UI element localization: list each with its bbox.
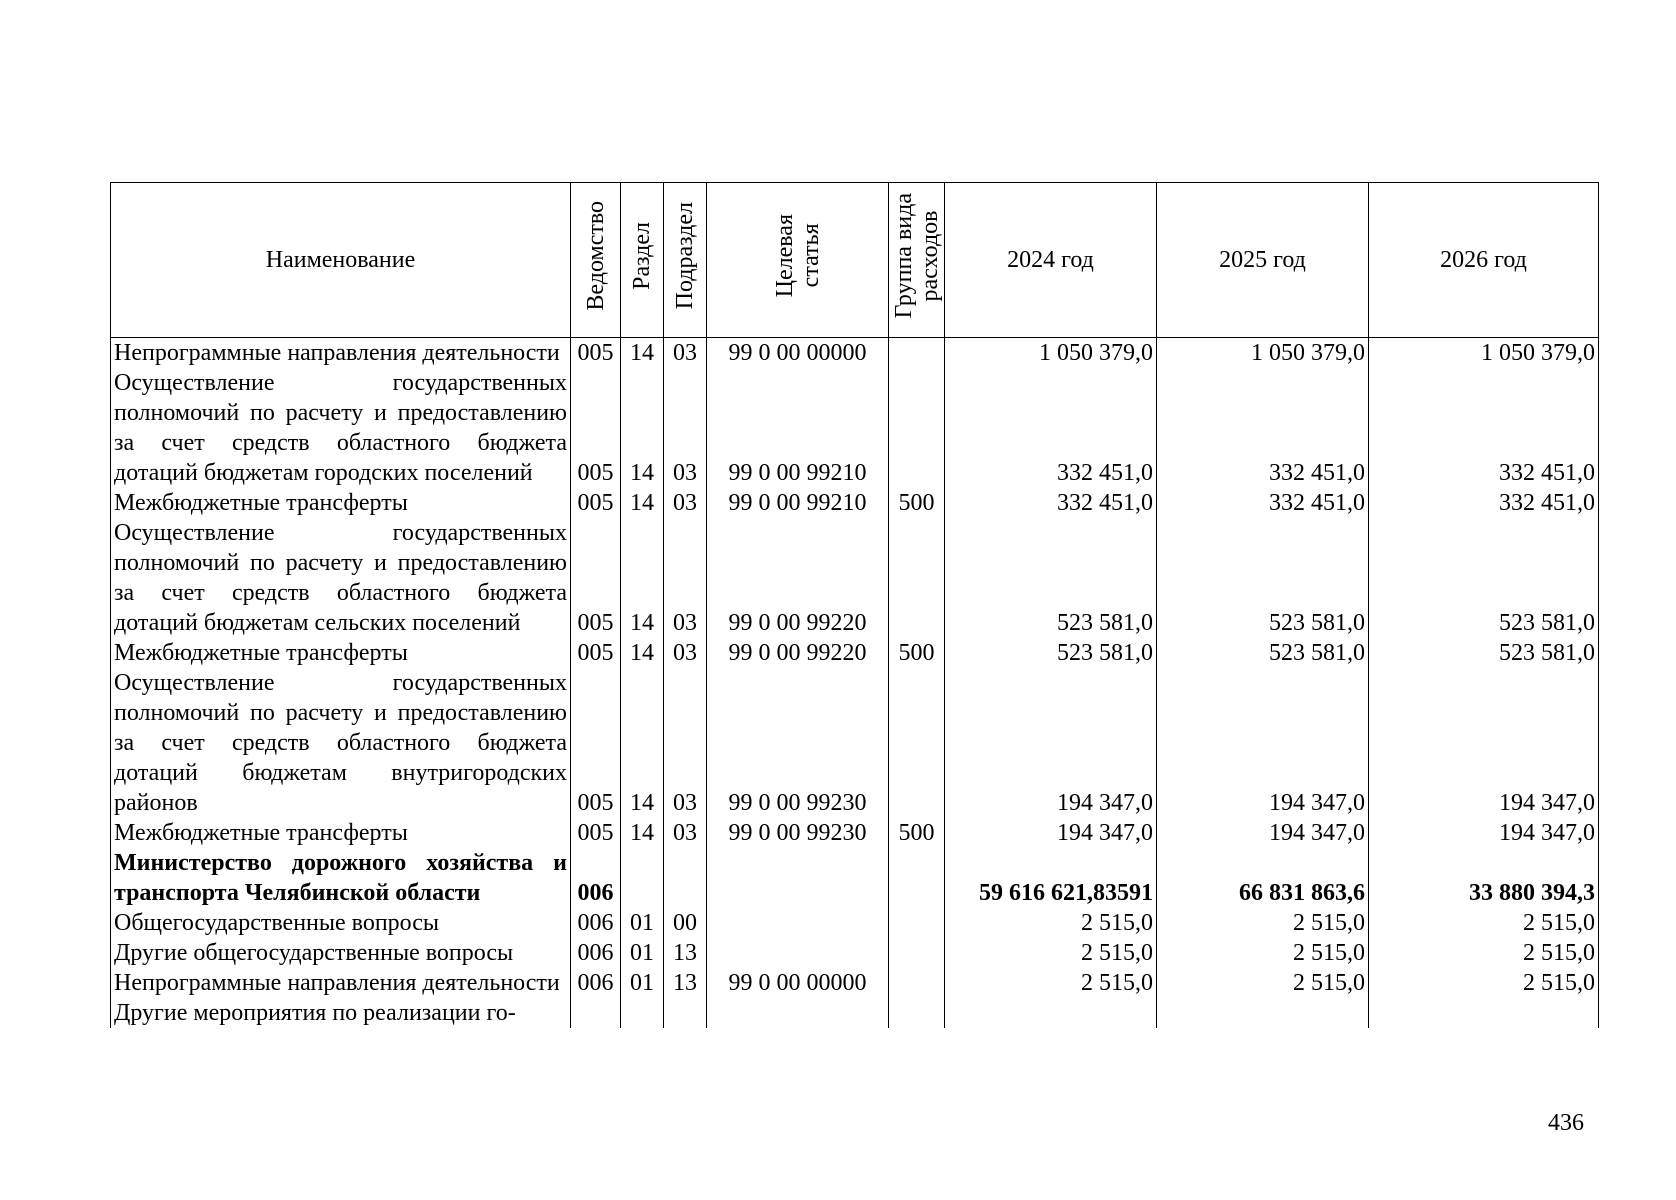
- header-2024: 2024 год: [945, 183, 1157, 338]
- table-row: [111, 998, 1599, 1028]
- row-2026: 523 581,0: [1369, 518, 1599, 638]
- row-name: Осуществление государственных полномочий по расчету и предоставлению за счет средств областного бюджета дотаций бюджетам сельских поселений: [111, 518, 571, 638]
- row-name: Другие мероприятия по реализации го-: [111, 998, 571, 1028]
- row-vedomstvo: 006: [571, 968, 621, 998]
- row-2025: 523 581,0: [1157, 638, 1369, 668]
- row-2024: 332 451,0: [945, 488, 1157, 518]
- table-row: [111, 848, 1599, 908]
- row-target: [707, 848, 889, 908]
- row-razdel: 14: [621, 638, 664, 668]
- row-razdel: 14: [621, 668, 664, 818]
- row-name: Межбюджетные трансферты: [111, 638, 571, 668]
- row-podrazdel: 03: [664, 488, 707, 518]
- row-razdel: 14: [621, 518, 664, 638]
- row-podrazdel: [664, 998, 707, 1028]
- row-2024: 332 451,0: [945, 368, 1157, 488]
- table-row: [111, 338, 1599, 369]
- row-name: Осуществление государственных полномочий по расчету и предоставлению за счет средств областного бюджета дотаций бюджетам городских поселений: [111, 368, 571, 488]
- header-group: Группа вида расходов: [889, 183, 945, 338]
- row-2024: [945, 998, 1157, 1028]
- row-name: Осуществление государственных полномочий по расчету и предоставлению за счет средств областного бюджета дотаций бюджетам внутригородских районов: [111, 668, 571, 818]
- header-target: Целевая статья: [707, 183, 889, 338]
- table-row: [111, 938, 1599, 968]
- row-name: Непрограммные направления деятельности: [111, 968, 571, 998]
- row-razdel: 01: [621, 908, 664, 938]
- row-2024: 194 347,0: [945, 818, 1157, 848]
- row-target: 99 0 00 99230: [707, 668, 889, 818]
- budget-table: [110, 182, 1599, 1028]
- row-vedomstvo: 005: [571, 818, 621, 848]
- header-podrazdel: Подраздел: [664, 183, 707, 338]
- row-podrazdel: 03: [664, 638, 707, 668]
- row-razdel: 14: [621, 338, 664, 369]
- row-vedomstvo: 006: [571, 848, 621, 908]
- row-2026: [1369, 998, 1599, 1028]
- row-2026: 523 581,0: [1369, 638, 1599, 668]
- row-target: [707, 998, 889, 1028]
- table-row: [111, 908, 1599, 938]
- row-2024: 2 515,0: [945, 938, 1157, 968]
- row-group: [889, 848, 945, 908]
- row-2026: 194 347,0: [1369, 818, 1599, 848]
- row-razdel: [621, 848, 664, 908]
- row-group: 500: [889, 818, 945, 848]
- row-razdel: 14: [621, 368, 664, 488]
- row-2024: 2 515,0: [945, 968, 1157, 998]
- row-2024: 194 347,0: [945, 668, 1157, 818]
- row-podrazdel: 03: [664, 338, 707, 369]
- row-2025: 332 451,0: [1157, 488, 1369, 518]
- row-target: 99 0 00 99220: [707, 518, 889, 638]
- page-number: 436: [1548, 1110, 1584, 1136]
- row-2026: 2 515,0: [1369, 938, 1599, 968]
- row-name: Министерство дорожного хозяйства и транспорта Челябинской области: [111, 848, 571, 908]
- row-podrazdel: [664, 848, 707, 908]
- row-2024: 523 581,0: [945, 518, 1157, 638]
- header-vedomstvo: Ведомство: [571, 183, 621, 338]
- row-group: [889, 968, 945, 998]
- row-target: 99 0 00 99220: [707, 638, 889, 668]
- row-vedomstvo: 005: [571, 488, 621, 518]
- row-target: 99 0 00 99230: [707, 818, 889, 848]
- row-vedomstvo: 005: [571, 638, 621, 668]
- table-row: [111, 518, 1599, 638]
- row-razdel: 01: [621, 968, 664, 998]
- row-target: [707, 938, 889, 968]
- row-razdel: 01: [621, 938, 664, 968]
- row-name: Другие общегосударственные вопросы: [111, 938, 571, 968]
- row-group: [889, 938, 945, 968]
- row-2025: [1157, 998, 1369, 1028]
- row-2024: 523 581,0: [945, 638, 1157, 668]
- row-2025: 332 451,0: [1157, 368, 1369, 488]
- row-vedomstvo: 005: [571, 668, 621, 818]
- row-2025: 523 581,0: [1157, 518, 1369, 638]
- row-podrazdel: 13: [664, 968, 707, 998]
- row-target: 99 0 00 00000: [707, 968, 889, 998]
- row-2026: 332 451,0: [1369, 368, 1599, 488]
- row-name: Общегосударственные вопросы: [111, 908, 571, 938]
- row-name: Межбюджетные трансферты: [111, 818, 571, 848]
- row-2025: 194 347,0: [1157, 818, 1369, 848]
- row-2026: 194 347,0: [1369, 668, 1599, 818]
- row-2025: 66 831 863,6: [1157, 848, 1369, 908]
- row-2026: 1 050 379,0: [1369, 338, 1599, 369]
- row-2026: 2 515,0: [1369, 968, 1599, 998]
- row-vedomstvo: 005: [571, 518, 621, 638]
- header-2026: 2026 год: [1369, 183, 1599, 338]
- row-podrazdel: 03: [664, 668, 707, 818]
- header-name: Наименование: [111, 183, 571, 338]
- row-podrazdel: 03: [664, 818, 707, 848]
- row-target: 99 0 00 99210: [707, 368, 889, 488]
- row-razdel: 14: [621, 488, 664, 518]
- header-razdel: Раздел: [621, 183, 664, 338]
- row-group: [889, 338, 945, 369]
- table-row: [111, 968, 1599, 998]
- row-podrazdel: 03: [664, 368, 707, 488]
- row-podrazdel: 13: [664, 938, 707, 968]
- row-2026: 33 880 394,3: [1369, 848, 1599, 908]
- row-vedomstvo: 006: [571, 938, 621, 968]
- row-vedomstvo: 006: [571, 908, 621, 938]
- row-razdel: 14: [621, 818, 664, 848]
- row-group: [889, 998, 945, 1028]
- table-row: [111, 668, 1599, 818]
- row-target: [707, 908, 889, 938]
- row-target: 99 0 00 00000: [707, 338, 889, 369]
- row-group: [889, 908, 945, 938]
- row-group: [889, 668, 945, 818]
- row-2024: 59 616 621,83591: [945, 848, 1157, 908]
- row-vedomstvo: 005: [571, 368, 621, 488]
- row-razdel: [621, 998, 664, 1028]
- row-2025: 194 347,0: [1157, 668, 1369, 818]
- table-header: [111, 183, 1599, 338]
- row-2024: 1 050 379,0: [945, 338, 1157, 369]
- table-row: [111, 488, 1599, 518]
- table-row: [111, 638, 1599, 668]
- row-podrazdel: 00: [664, 908, 707, 938]
- table-body: [111, 338, 1599, 1029]
- row-vedomstvo: 005: [571, 338, 621, 369]
- table-row: [111, 368, 1599, 488]
- row-2024: 2 515,0: [945, 908, 1157, 938]
- row-group: [889, 368, 945, 488]
- row-group: 500: [889, 488, 945, 518]
- row-podrazdel: 03: [664, 518, 707, 638]
- header-2025: 2025 год: [1157, 183, 1369, 338]
- row-2025: 2 515,0: [1157, 938, 1369, 968]
- row-group: 500: [889, 638, 945, 668]
- row-2026: 2 515,0: [1369, 908, 1599, 938]
- row-2025: 2 515,0: [1157, 908, 1369, 938]
- table-row: [111, 818, 1599, 848]
- row-2025: 2 515,0: [1157, 968, 1369, 998]
- row-group: [889, 518, 945, 638]
- row-target: 99 0 00 99210: [707, 488, 889, 518]
- row-vedomstvo: [571, 998, 621, 1028]
- row-2025: 1 050 379,0: [1157, 338, 1369, 369]
- row-2026: 332 451,0: [1369, 488, 1599, 518]
- row-name: Межбюджетные трансферты: [111, 488, 571, 518]
- row-name: Непрограммные направления деятельности: [111, 338, 571, 369]
